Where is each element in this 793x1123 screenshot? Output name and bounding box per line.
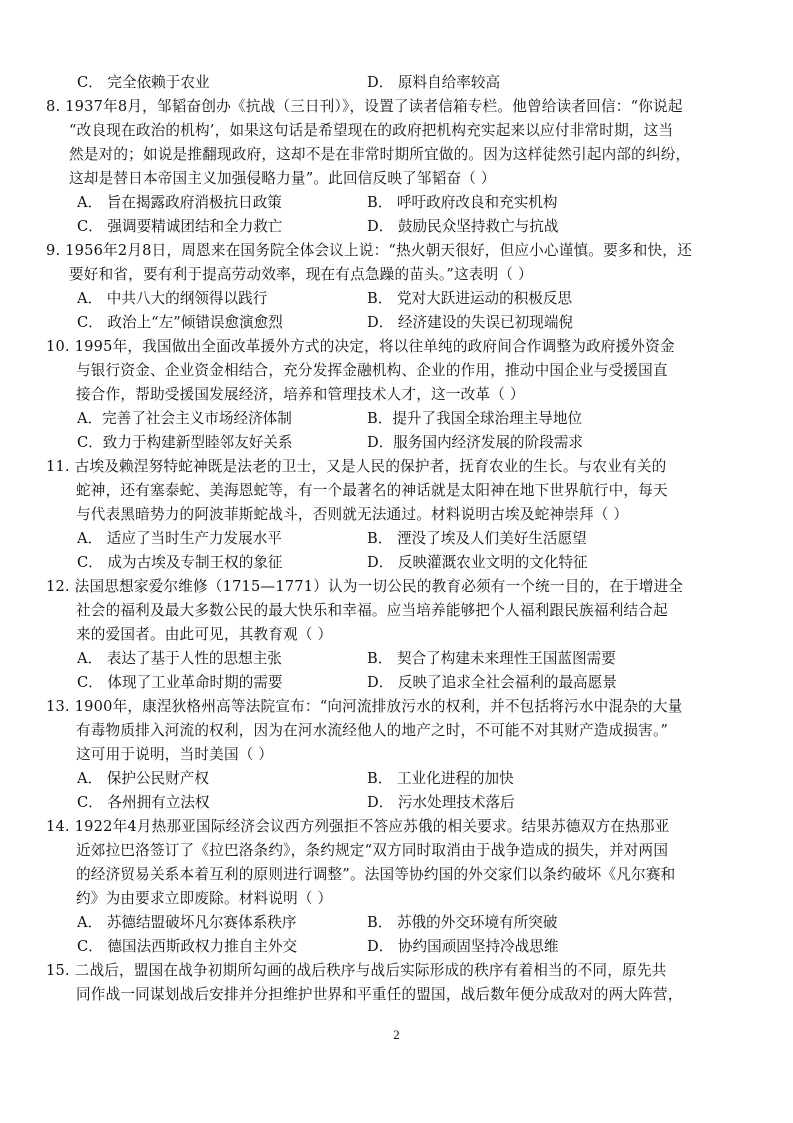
q15-stem-line-2: 同作战一同谋划战后安排并分担维护世界和平重任的盟国，战后数年便分成敌对的两大阵营， xyxy=(76,986,683,1003)
q13-option-b: B． 工业化进程的加快 xyxy=(367,770,514,787)
q9-stem-line-2: 要好和省，要有利于提高劳动效率，现在有点急躁的苗头。”这表明（ ） xyxy=(69,266,533,283)
q9-stem-line-1: 9. 1956年2月8日，周恩来在国务院全体会议上说：“热火朝天很好，但应小心谨慎。要多和快，还 xyxy=(46,242,692,259)
q8-stem-line-2: “改良现在政治的机构’，如果这句话是希望现在的政府把机构充实起来以应付非常时期，这当 xyxy=(69,122,674,139)
q9-option-b: B． 党对大跃进运动的积极反思 xyxy=(367,290,573,307)
q9-option-c: C． 政治上“左”倾错误愈演愈烈 xyxy=(77,314,283,331)
q8-stem-line-1: 8. 1937年8月，邹韬奋创办《抗战（三日刊）》，设置了读者信箱专栏。他曾给读者回信：“你说起 xyxy=(46,98,683,115)
q10-option-c: C．致力于构建新型睦邻友好关系 xyxy=(77,434,293,451)
q8-option-d: D． 鼓励民众坚持救亡与抗战 xyxy=(367,218,559,235)
q14-option-a: A． 苏德结盟破坏凡尔赛体系秩序 xyxy=(77,914,297,931)
q7-option-d: D． 原料自给率较高 xyxy=(367,74,501,91)
q14-option-d: D． 协约国顽固坚持冷战思维 xyxy=(367,938,559,955)
q14-stem-line-3: 的经济贸易关系本着互利的原则进行调整”。法国等协约国的外交家们以条约破坏《凡尔赛和 xyxy=(76,866,676,883)
q10-stem-line-2: 与银行资金、企业资金相结合，充分发挥金融机构、企业的作用，推动中国企业与受援国直 xyxy=(76,362,668,379)
page-number: 2 xyxy=(393,1027,400,1042)
q13-option-a: A． 保护公民财产权 xyxy=(77,770,209,787)
q10-stem-line-3: 接合作，帮助受援国发展经济，培养和管理技术人才，这一改革（ ） xyxy=(76,386,525,403)
q11-stem-line-2: 蛇神，还有塞泰蛇、美海恩蛇等，有一个最著名的神话就是太阳神在地下世界航行中，每天 xyxy=(76,482,668,499)
q11-stem-line-3: 与代表黑暗势力的阿波菲斯蛇战斗，否则就无法通过。材料说明古埃及蛇神崇拜（ ） xyxy=(76,506,629,523)
q10-option-d: D．服务国内经济发展的阶段需求 xyxy=(367,434,584,451)
q12-stem-line-1: 12. 法国思想家爱尔维修（1715—1771）认为一切公民的教育必须有一个统一目的，在于增进全 xyxy=(46,578,684,595)
q13-stem-line-1: 13. 1900年，康涅狄格州高等法院宣布：“向河流排放污水的权利，并不包括将污水中混杂的大量 xyxy=(46,698,683,715)
q13-option-c: C． 各州拥有立法权 xyxy=(77,794,210,811)
q11-option-a: A． 适应了当时生产力发展水平 xyxy=(77,530,282,547)
q9-option-d: D． 经济建设的失误已初现端倪 xyxy=(367,314,574,331)
q12-option-a: A． 表达了基于人性的思想主张 xyxy=(77,650,282,667)
q11-option-c: C． 成为古埃及专制王权的象征 xyxy=(77,554,283,571)
q10-option-b: B．提升了我国全球治理主导地位 xyxy=(367,410,583,427)
q12-option-c: C． 体现了工业革命时期的需要 xyxy=(77,674,283,691)
q8-option-c: C． 强调要精诚团结和全力救亡 xyxy=(77,218,283,235)
q10-stem-line-1: 10. 1995年，我国做出全面改革援外方式的决定，将以往单纯的政府间合作调整为政府援外资金 xyxy=(46,338,675,355)
q13-option-d: D． 污水处理技术落后 xyxy=(367,794,515,811)
q12-stem-line-3: 来的爱国者。由此可见，其教育观（ ） xyxy=(76,626,333,643)
q13-stem-line-3: 这可用于说明，当时美国（ ） xyxy=(76,746,274,763)
q14-option-b: B． 苏俄的外交环境有所突破 xyxy=(367,914,558,931)
q8-stem-line-4: 这却是替日本帝国主义加强侵略力量”。此回信反映了邹韬奋（ ） xyxy=(69,170,496,187)
q14-stem-line-2: 近郊拉巴洛签订了《拉巴洛条约》，条约规定“双方同时取消由于战争造成的损失，并对两国 xyxy=(76,842,669,859)
q12-option-b: B． 契合了构建未来理性王国蓝图需要 xyxy=(367,650,616,667)
q14-option-c: C． 德国法西斯政权力推自主外交 xyxy=(77,938,298,955)
q11-stem-line-1: 11. 古埃及赖涅努特蛇神既是法老的卫士，又是人民的保护者，抚育农业的生长。与农业有关的 xyxy=(46,458,667,475)
q14-stem-line-4: 约》为由要求立即废除。材料说明（ ） xyxy=(76,890,333,907)
q7-option-c: C． 完全依赖于农业 xyxy=(77,74,210,91)
q8-stem-line-3: 然是对的；如说是推翻现政府，这却不是在非常时期所宜做的。因为这样徒然引起内部的纠纷， xyxy=(69,146,691,163)
q11-option-d: D． 反映灌溉农业文明的文化特征 xyxy=(367,554,588,571)
q14-stem-line-1: 14. 1922年4月热那亚国际经济会议西方列强拒不答应苏俄的相关要求。结果苏德双方在热那亚 xyxy=(46,818,670,835)
q9-option-a: A． 中共八大的纲领得以践行 xyxy=(77,290,268,307)
q8-option-b: B． 呼吁政府改良和充实机构 xyxy=(367,194,558,211)
q8-option-a: A． 旨在揭露政府消极抗日政策 xyxy=(77,194,282,211)
q12-option-d: D． 反映了追求全社会福利的最高愿景 xyxy=(367,674,617,691)
q15-stem-line-1: 15. 二战后，盟国在战争初期所勾画的战后秩序与战后实际形成的秩序有着相当的不同，原先共 xyxy=(46,962,667,979)
q13-stem-line-2: 有毒物质排入河流的权利，因为在河水流经他人的地产之时，不可能不对其财产造成损害。” xyxy=(76,722,669,739)
q11-option-b: B． 湮没了埃及人们美好生活愿望 xyxy=(367,530,587,547)
q12-stem-line-2: 社会的福利及最大多数公民的最大快乐和幸福。应当培养能够把个人福利跟民族福利结合起 xyxy=(76,602,668,619)
q10-option-a: A．完善了社会主义市场经济体制 xyxy=(77,410,292,427)
